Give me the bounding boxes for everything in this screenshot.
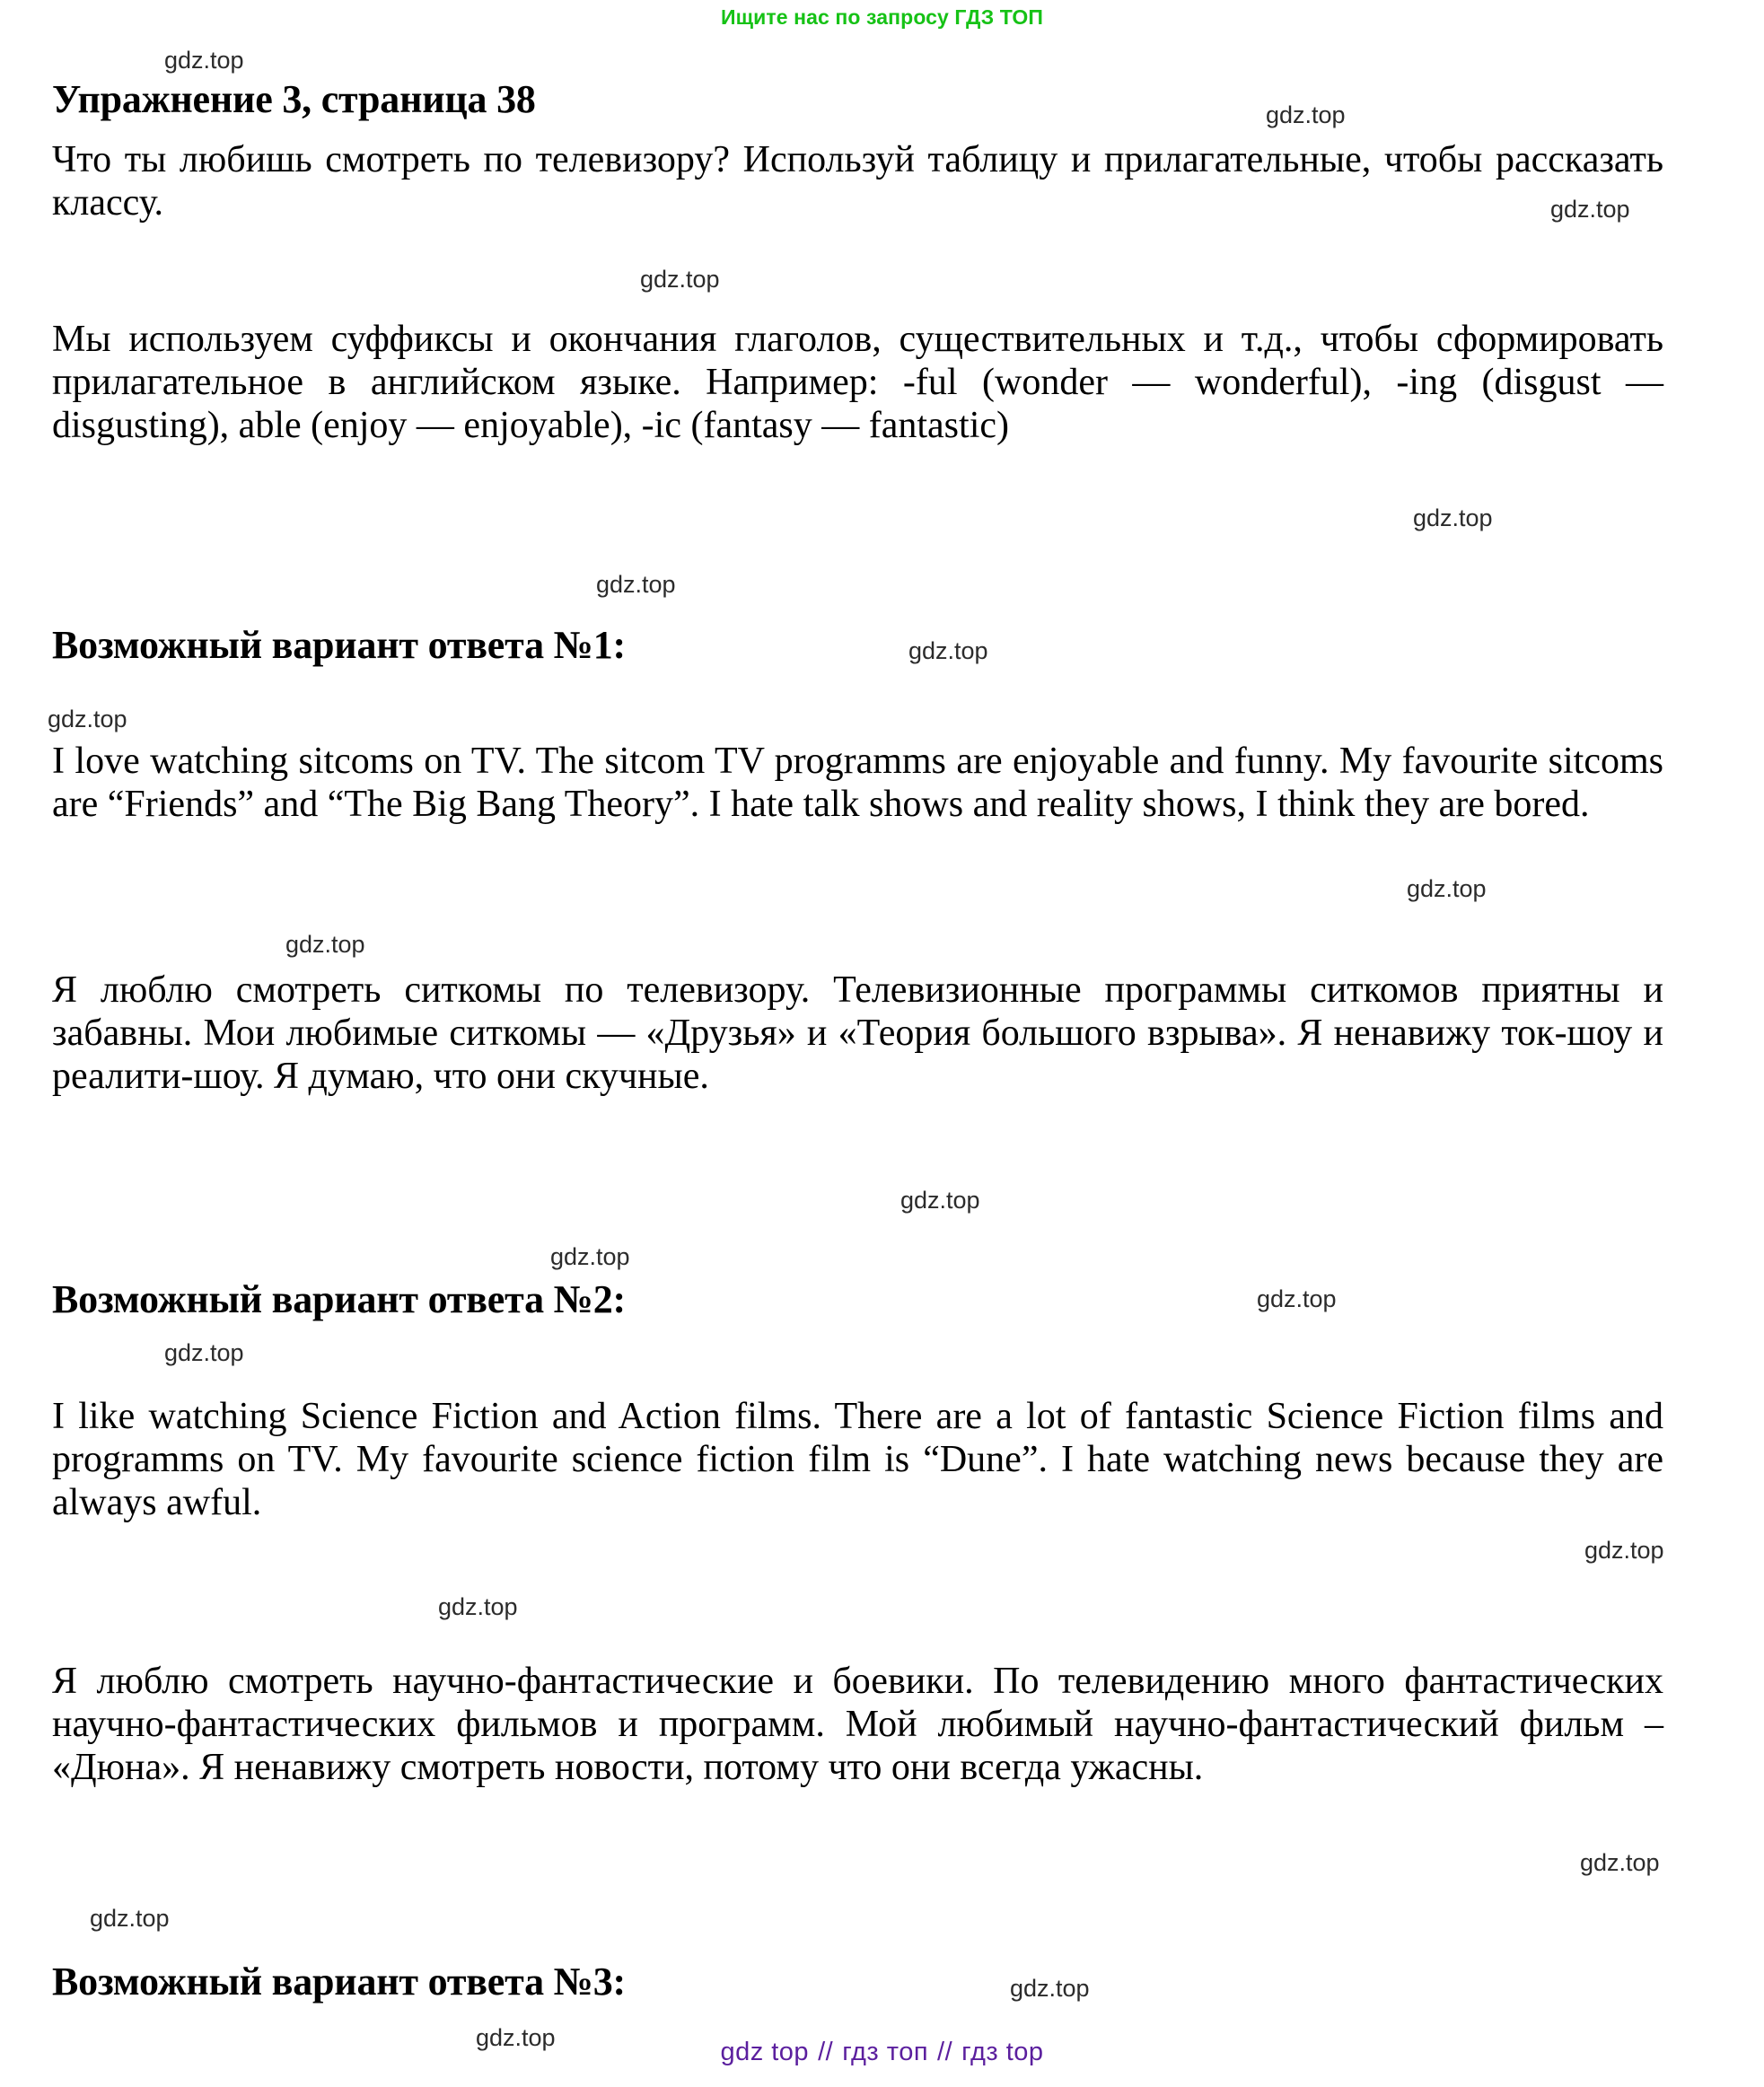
watermark-gdz-top: gdz.top: [550, 1243, 630, 1270]
answer-1-russian: Я люблю смотреть ситкомы по телевизору. Телевизионные программы ситкомов приятны и забавны. Мои любимые ситкомы — «Друзья» и «Теория большого взрыва». Я ненавижу ток-шоу и реалити-шоу. Я думаю, что они скучные.: [52, 969, 1663, 1097]
watermark-gdz-top: gdz.top: [1010, 1975, 1090, 2002]
answer-1-english: I love watching sitcoms on TV. The sitcom TV programms are enjoyable and funny. My favourite sitcoms are “Friends” and “The Big Bang Theory”. I hate talk shows and reality shows, I think they are bored.: [52, 741, 1663, 825]
page-title: Упражнение 3, страница 38: [52, 77, 536, 121]
footer-gdz-top-latin[interactable]: gdz top: [720, 2038, 810, 2066]
watermark-gdz-top: gdz.top: [1550, 196, 1630, 223]
watermark-gdz-top: gdz.top: [900, 1187, 980, 1214]
watermark-gdz-top: gdz.top: [164, 47, 244, 74]
answer-2-heading: Возможный вариант ответа №2:: [52, 1277, 626, 1321]
footer-gdz-top-mixed[interactable]: гдз top: [961, 2038, 1044, 2066]
watermark-gdz-top: gdz.top: [90, 1905, 170, 1932]
answer-2-russian: Я люблю смотреть научно-фантастические и боевики. По телевидению много фантастических научно-фантастических фильмов и программ. Мой любимый научно-фантастический фильм – «Дюна». Я ненавижу смотреть новости, потому что они всегда ужасны.: [52, 1661, 1663, 1788]
watermark-gdz-top: gdz.top: [908, 637, 988, 664]
watermark-gdz-top: gdz.top: [48, 706, 127, 732]
watermark-gdz-top: gdz.top: [1413, 504, 1493, 531]
watermark-gdz-top: gdz.top: [476, 2024, 556, 2051]
watermark-gdz-top: gdz.top: [1407, 875, 1487, 902]
watermark-gdz-top: gdz.top: [596, 571, 676, 598]
watermark-gdz-top: gdz.top: [164, 1339, 244, 1366]
grammar-note: Мы используем суффиксы и окончания глаголов, существительных и т.д., чтобы сформировать прилагательное в английском языке. Например: -ful (wonder — wonderful), -ing (disgust — disgusting), able (enjoy — enjoyable), -ic (fantasy — fantastic): [52, 319, 1663, 446]
watermark-gdz-top: gdz.top: [285, 931, 365, 958]
footer-links: [0, 2038, 1764, 2067]
footer-gdz-top-cyrillic[interactable]: гдз топ: [842, 2038, 929, 2066]
watermark-gdz-top: gdz.top: [1584, 1537, 1664, 1564]
answer-1-heading: Возможный вариант ответа №1:: [52, 623, 626, 667]
watermark-gdz-top: gdz.top: [1266, 101, 1346, 128]
watermark-gdz-top: gdz.top: [1257, 1285, 1337, 1312]
promo-banner: Ищите нас по запросу ГДЗ ТОП: [721, 5, 1043, 29]
watermark-gdz-top: gdz.top: [438, 1593, 518, 1620]
watermark-gdz-top: gdz.top: [1580, 1849, 1660, 1876]
footer-separator-1: //: [818, 2038, 834, 2066]
footer-separator-2: //: [937, 2038, 953, 2066]
answer-3-heading: Возможный вариант ответа №3:: [52, 1960, 626, 2004]
watermark-gdz-top: gdz.top: [640, 266, 720, 293]
task-text: Что ты любишь смотреть по телевизору? Используй таблицу и прилагательные, чтобы рассказать классу.: [52, 139, 1663, 224]
answer-2-english: I like watching Science Fiction and Action films. There are a lot of fantastic Science Fiction films and programms on TV. My favourite science fiction film is “Dune”. I hate watching news because they are always awful.: [52, 1396, 1663, 1523]
